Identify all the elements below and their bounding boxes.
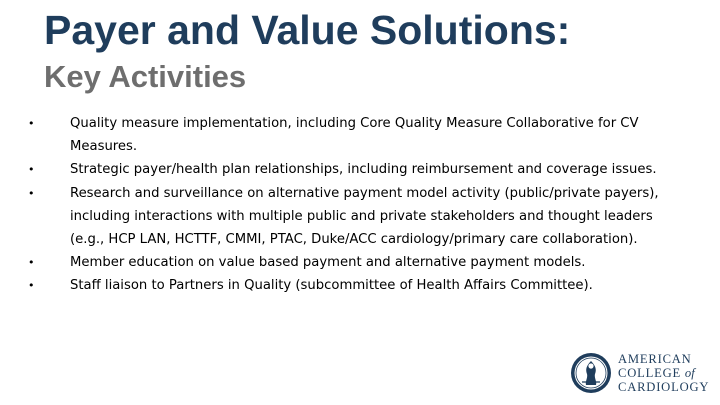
bullet-icon: • xyxy=(28,163,35,177)
list-item xyxy=(28,251,688,274)
list-item-text: Strategic payer/health plan relationships, including reimbursement and coverage issues. xyxy=(70,162,657,178)
logo-of: of xyxy=(684,366,695,380)
slide-title: Payer and Value Solutions: xyxy=(44,7,571,53)
list-item-text: Quality measure implementation, including Core Quality Measure Collaborative for CV Measures. xyxy=(70,116,639,155)
activities-list xyxy=(28,112,688,298)
list-item xyxy=(28,274,688,297)
acc-seal-icon xyxy=(570,352,612,394)
list-item xyxy=(28,112,688,158)
bullet-icon: • xyxy=(28,256,35,270)
list-item-text: Member education on value based payment and alternative payment models. xyxy=(70,255,586,271)
bullet-icon: • xyxy=(28,117,35,130)
acc-logo xyxy=(568,350,720,396)
list-item xyxy=(28,182,688,252)
logo-line-cardiology: CARDIOLOGY xyxy=(618,380,710,394)
bullet-icon: • xyxy=(28,186,35,200)
bullet-icon: • xyxy=(28,279,35,293)
list-item-text: Staff liaison to Partners in Quality (subcommittee of Health Affairs Committee). xyxy=(70,278,593,294)
list-item xyxy=(28,158,688,181)
logo-line-american: AMERICAN xyxy=(618,352,692,366)
logo-line-college: COLLEGE of xyxy=(618,366,695,380)
acc-logo-text xyxy=(618,352,709,394)
slide-subtitle: Key Activities xyxy=(44,59,247,94)
list-item-text: Research and surveillance on alternative payment model activity (public/private payers), including interactions with multiple public and private stakeholders and thought leaders (e.g., HCP LAN, HCTTF, CMMI, PTAC, Duke/ACC cardiology/primary care collaboration). xyxy=(70,185,659,248)
